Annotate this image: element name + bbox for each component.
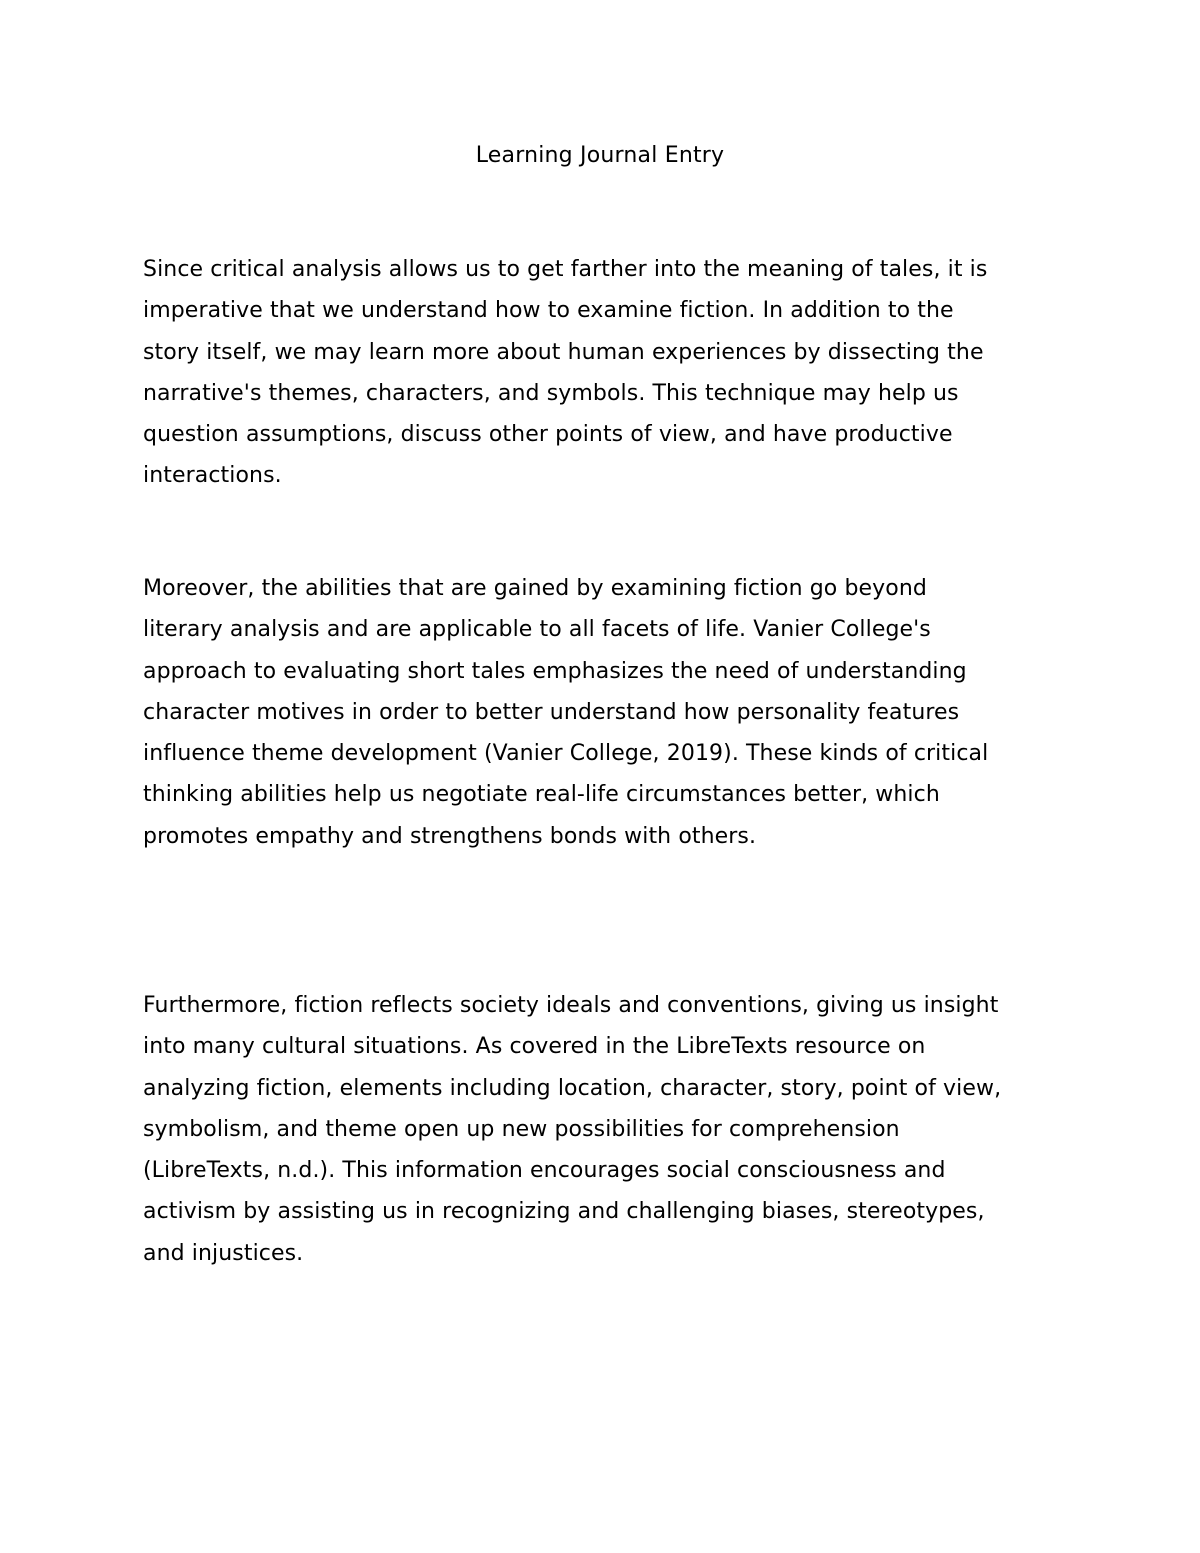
paragraph-critical-analysis: Since critical analysis allows us to get farther into the meaning of tales, it is imperative that we understand how to examine fiction. In addition to the story itself, we may learn more about human experiences by dissecting the narrative's themes, characters, and symbols. This technique may help us question assumptions, discuss other points of view, and have productive interactions. [143, 257, 988, 489]
document-title: Learning Journal Entry [475, 143, 725, 168]
paragraph-society-ideals: Furthermore, fiction reflects society ideals and conventions, giving us insight into many cultural situations. As covered in the LibreTexts resource on analyzing fiction, elements including location, character, story, point of view, symbolism, and theme open up new possibilities for comprehension (LibreTexts, n.d.). This information encourages social consciousness and activism by assisting us in recognizing and challenging biases, stereotypes, and injustices. [143, 993, 1002, 1266]
paragraph-abilities: Moreover, the abilities that are gained by examining fiction go beyond literary analysis and are applicable to all facets of life. Vanier College's approach to evaluating short tales emphasizes the need of understanding character motives in order to better understand how personality features influence theme development (Vanier College, 2019). These kinds of critical thinking abilities help us negotiate real-life circumstances better, which promotes empathy and strengthens bonds with others. [143, 576, 989, 849]
